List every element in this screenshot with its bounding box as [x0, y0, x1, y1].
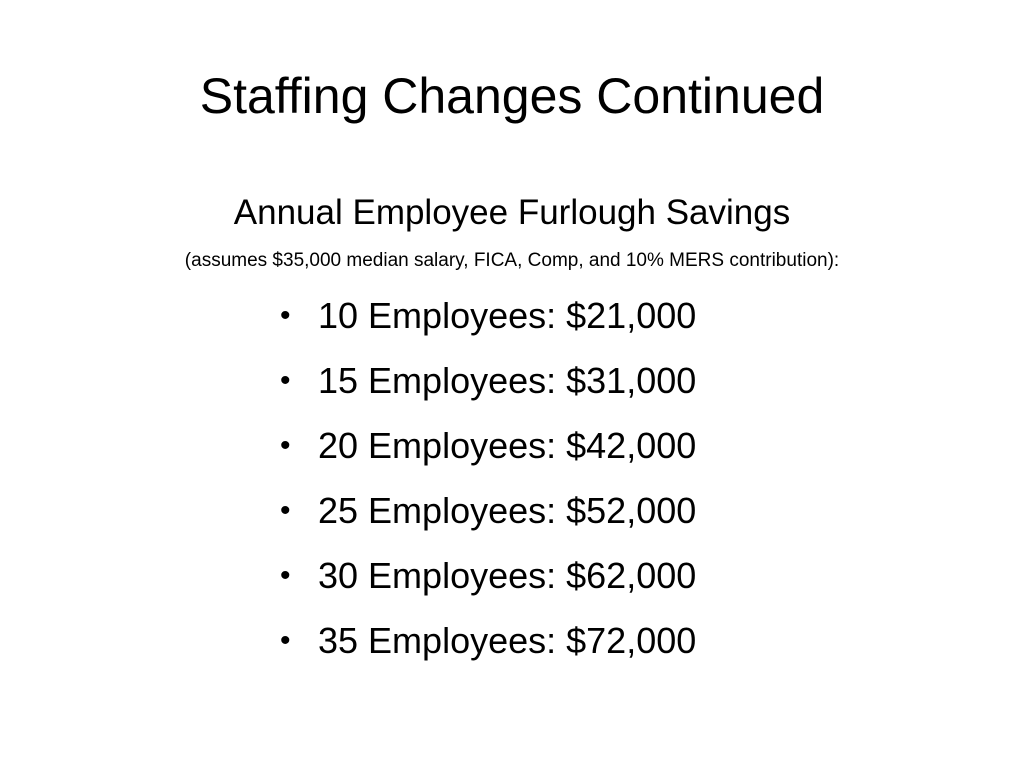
list-item-text: 30 Employees: $62,000 — [318, 555, 697, 596]
list-item — [280, 420, 696, 485]
bullet-icon: • — [280, 624, 291, 657]
list-item-text: 15 Employees: $31,000 — [318, 360, 697, 401]
savings-list — [280, 290, 696, 680]
list-item-text: 25 Employees: $52,000 — [318, 490, 697, 531]
bullet-icon: • — [280, 559, 291, 592]
list-item-text: 10 Employees: $21,000 — [318, 295, 697, 336]
list-item — [280, 355, 696, 420]
bullet-icon: • — [280, 364, 291, 397]
list-item — [280, 550, 696, 615]
assumptions-note: (assumes $35,000 median salary, FICA, Comp, and 10% MERS contribution): — [184, 250, 840, 271]
slide-title: Staffing Changes Continued — [199, 68, 825, 124]
list-item-text: 35 Employees: $72,000 — [318, 620, 697, 661]
bullet-icon: • — [280, 494, 291, 527]
bullet-icon: • — [280, 429, 291, 462]
list-item — [280, 485, 696, 550]
slide-subtitle: Annual Employee Furlough Savings — [233, 193, 791, 232]
list-item — [280, 615, 696, 680]
list-item — [280, 290, 696, 355]
bullet-icon: • — [280, 299, 291, 332]
list-item-text: 20 Employees: $42,000 — [318, 425, 697, 466]
